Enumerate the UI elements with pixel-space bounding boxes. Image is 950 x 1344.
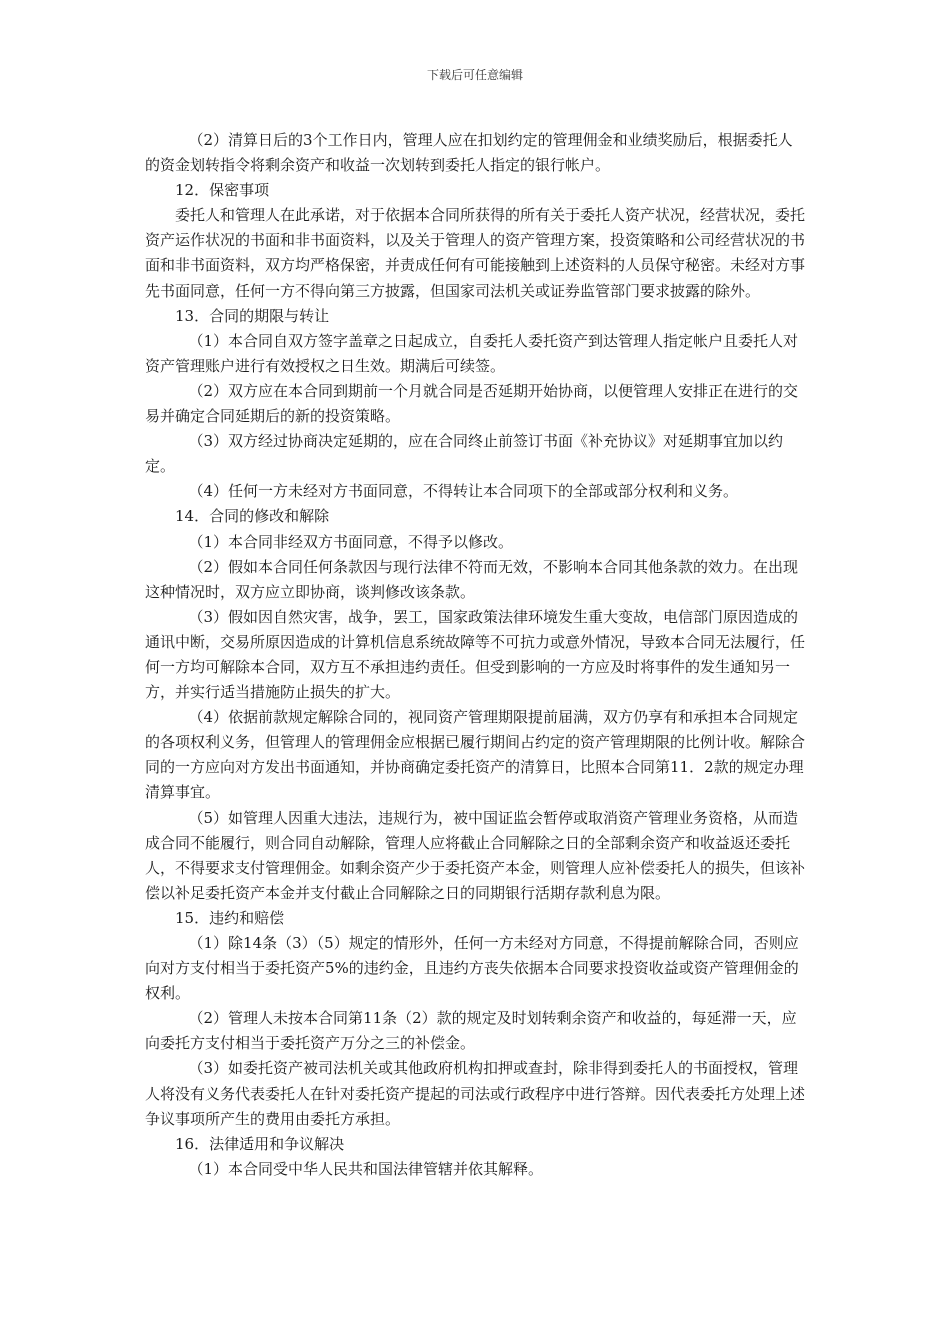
paragraph-14-4: （4）依据前款规定解除合同的，视同资产管理期限提前届满，双方仍享有和承担本合同规定的各项权利义务，但管理人的管理佣金应根据已履行期间占约定的资产管理期限的比例计收。解除合同的一方应向对方发出书面通知，并协商确定委托资产的清算日，比照本合同第11．2款的规定办理清算事宜。 bbox=[145, 708, 806, 802]
paragraph-15-1: （1）除14条（3）（5）规定的情形外，任何一方未经对方同意，不得提前解除合同，否则应向对方支付相当于委托资产5%的违约金，且违约方丧失依据本合同要求投资收益或资产管理佣金的权利。 bbox=[145, 934, 799, 1003]
paragraph-13-2: （2）双方应在本合同到期前一个月就合同是否延期开始协商，以便管理人安排正在进行的交易并确定合同延期后的新的投资策略。 bbox=[145, 381, 799, 426]
paragraph-14-1: （1）本合同非经双方书面同意，不得予以修改。 bbox=[188, 532, 514, 551]
paragraph-13-1: （1）本合同自双方签字盖章之日起成立，自委托人委托资产到达管理人指定帐户且委托人对资产管理账户进行有效授权之日生效。期满后可续签。 bbox=[145, 331, 799, 375]
paragraph-14-5: （5）如管理人因重大违法，违规行为，被中国证监会暂停或取消资产管理业务资格，从而造成合同不能履行，则合同自动解除，管理人应将截止合同解除之日的全部剩余资产和收益返还委托人，不得要求支付管理佣金。如剩余资产少于委托资产本金，则管理人应补偿委托人的损失，但该补偿以补足委托资产本金并支付截止合同解除之日的同期银行活期存款利息为限。 bbox=[145, 808, 806, 902]
paragraph-11-2: （2）清算日后的3个工作日内，管理人应在扣划约定的管理佣金和业绩奖励后，根据委托人的资金划转指令将剩余资产和收益一次划转到委托人指定的银行帐户。 bbox=[145, 131, 793, 175]
section-heading-13: 13．合同的期限与转让 bbox=[175, 306, 330, 325]
section-heading-12: 12．保密事项 bbox=[175, 181, 270, 200]
paragraph-13-4: （4）任何一方未经对方书面同意，不得转让本合同项下的全部或部分权利和义务。 bbox=[188, 482, 739, 501]
paragraph-14-2: （2）假如本合同任何条款因与现行法律不符而无效，不影响本合同其他条款的效力。在出现这种情况时，双方应立即协商，谈判修改该条款。 bbox=[145, 557, 799, 601]
section-heading-16: 16．法律适用和争议解决 bbox=[175, 1134, 345, 1153]
page-header: 下载后可任意编辑 bbox=[426, 68, 523, 82]
paragraph-15-3: （3）如委托资产被司法机关或其他政府机构扣押或查封，除非得到委托人的书面授权，管理人将没有义务代表委托人在针对委托资产提起的司法或行政程序中进行答辩。因代表委托方处理上述争议事项所产生的费用由委托方承担。 bbox=[145, 1059, 806, 1128]
document-body bbox=[145, 128, 805, 1182]
paragraph-13-3: （3）双方经过协商决定延期的，应在合同终止前签订书面《补充协议》对延期事宜加以约定。 bbox=[145, 432, 784, 476]
section-heading-15: 15．违约和赔偿 bbox=[175, 908, 285, 927]
paragraph-16-1: （1）本合同受中华人民共和国法律管辖并依其解释。 bbox=[188, 1159, 544, 1178]
paragraph-14-3: （3）假如因自然灾害，战争，罢工，国家政策法律环境发生重大变故，电信部门原因造成的通讯中断，交易所原因造成的计算机信息系统故障等不可抗力或意外情况，导致本合同无法履行，任何一方均可解除本合同，双方互不承担违约责任。但受到影响的一方应及时将事件的发生通知另一方，并实行适当措施防止损失的扩大。 bbox=[145, 607, 806, 702]
section-heading-14: 14．合同的修改和解除 bbox=[175, 507, 330, 526]
paragraph-15-2: （2）管理人未按本合同第11条（2）款的规定及时划转剩余资产和收益的，每延滞一天，应向委托方支付相当于委托资产万分之三的补偿金。 bbox=[145, 1009, 797, 1053]
paragraph-12-body: 委托人和管理人在此承诺，对于依据本合同所获得的所有关于委托人资产状况，经营状况，委托资产运作状况的书面和非书面资料，以及关于管理人的资产管理方案，投资策略和公司经营状况的书面和非书面资料，双方均严格保密，并责成任何有可能接触到上述资料的人员保守秘密。未经对方事先书面同意，任何一方不得向第三方披露，但国家司法机关或证券监管部门要求披露的除外。 bbox=[145, 206, 806, 300]
